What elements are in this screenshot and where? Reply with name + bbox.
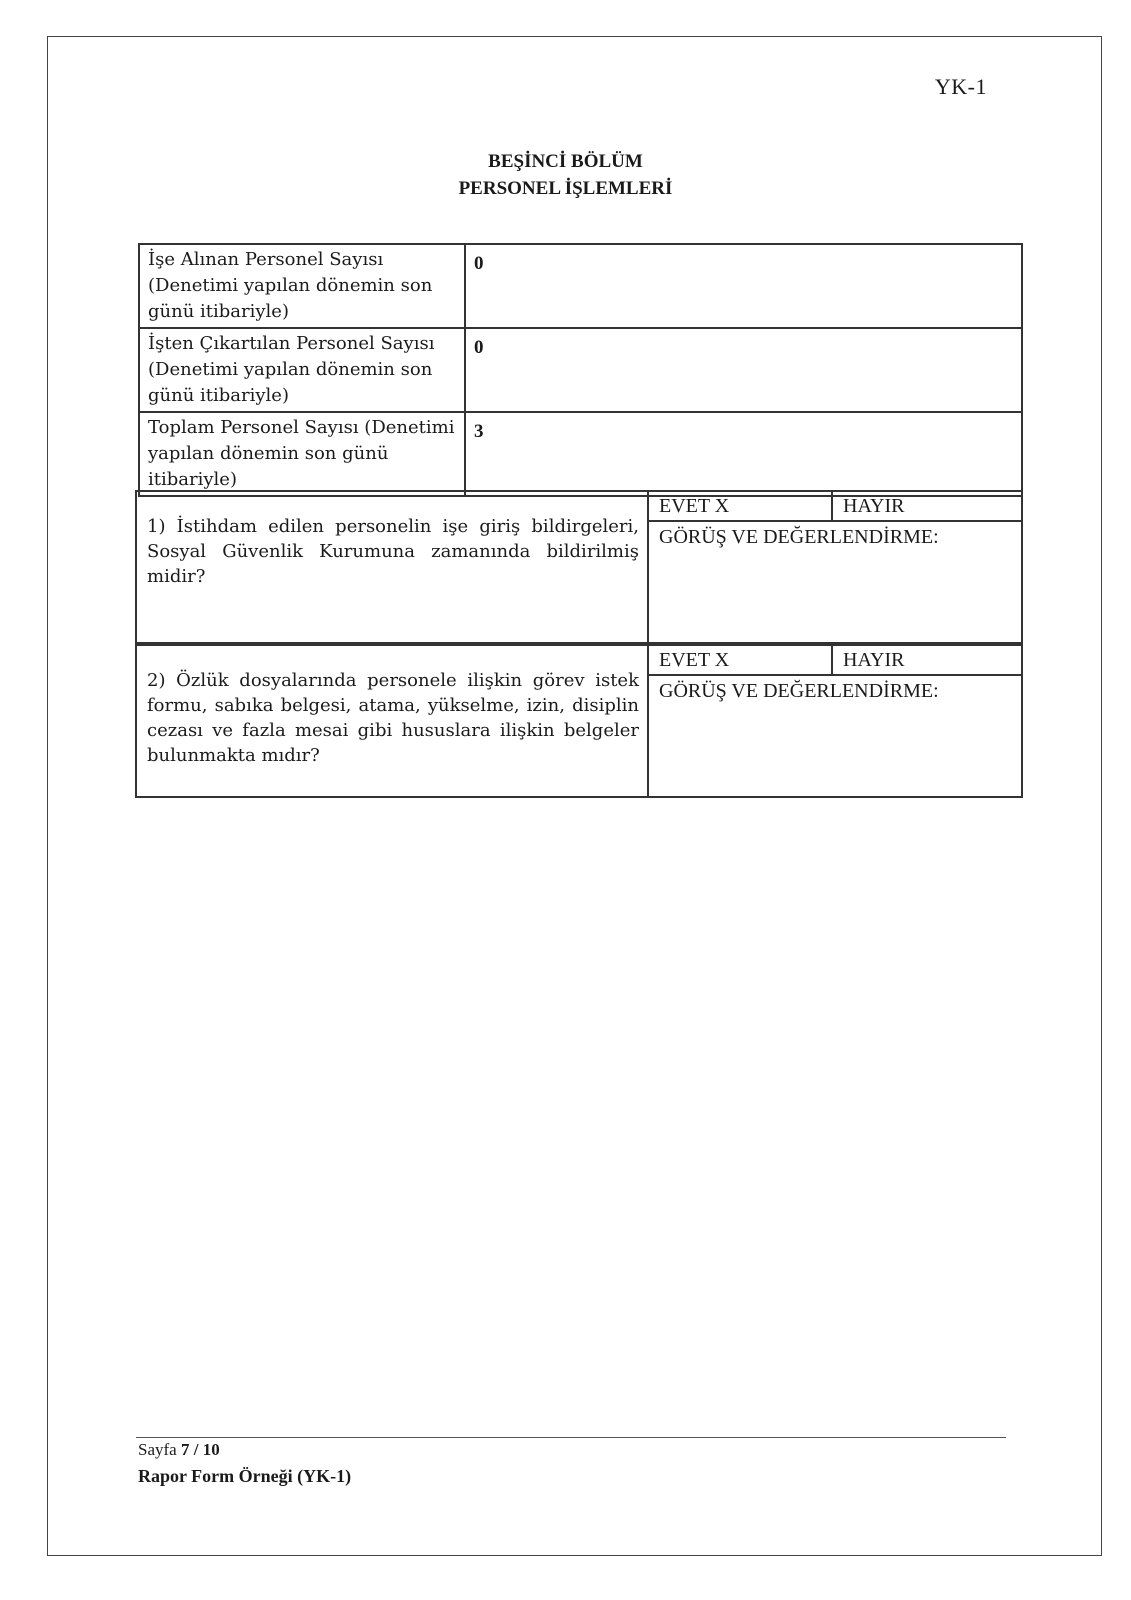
comment-label-2: GÖRÜŞ VE DEĞERLENDİRME: [659, 680, 939, 702]
count-value-hired: 0 [465, 244, 1022, 328]
section-title-line2: PERSONEL İŞLEMLERİ [458, 178, 673, 199]
section-title-line1: BEŞİNCİ BÖLÜM [488, 151, 643, 172]
footer-page-prefix: Sayfa [138, 1440, 177, 1459]
count-value-total: 3 [465, 412, 1022, 496]
footer-page-indicator [138, 1440, 220, 1460]
answer-options-1 [649, 492, 1021, 522]
count-label-dismissed: İşten Çıkartılan Personel Sayısı (Denetimi yapılan dönemin son günü itibariyle) [139, 328, 465, 412]
answer-yes-1[interactable]: EVET X [649, 492, 833, 520]
count-label-hired: İşe Alınan Personel Sayısı (Denetimi yapılan dönemin son günü itibariyle) [139, 244, 465, 328]
answer-cell-1 [648, 491, 1022, 643]
table-row [136, 491, 1022, 643]
table-row [139, 244, 1022, 328]
footer-divider [136, 1437, 1006, 1438]
personnel-count-table [138, 243, 1023, 497]
answer-cell-2 [648, 645, 1022, 797]
footer-page-number: 7 / 10 [180, 1440, 220, 1459]
footer-form-title: Rapor Form Örneği (YK-1) [138, 1466, 352, 1486]
question-table-2 [135, 644, 1023, 798]
section-title [0, 148, 1131, 202]
question-text-1: 1) İstihdam edilen personelin işe giriş bildirgeleri, Sosyal Güvenlik Kurumuna zamanında bildirilmiş midir? [136, 491, 648, 643]
answer-no-2[interactable]: HAYIR [843, 649, 905, 671]
count-value-dismissed: 0 [465, 328, 1022, 412]
answer-yes-2[interactable]: EVET X [649, 646, 833, 674]
question-text-2: 2) Özlük dosyalarında personele ilişkin görev istek formu, sabıka belgesi, atama, yükselme, izin, disiplin cezası ve fazla mesai gibi hususlara ilişkin belgeler bulunmakta mıdır? [136, 645, 648, 797]
form-code: YK-1 [934, 74, 987, 99]
table-row [136, 645, 1022, 797]
table-row [139, 412, 1022, 496]
answer-options-2 [649, 646, 1021, 676]
table-row [139, 328, 1022, 412]
comment-label-1: GÖRÜŞ VE DEĞERLENDİRME: [659, 526, 939, 548]
answer-no-1[interactable]: HAYIR [843, 495, 905, 517]
question-table-1 [135, 490, 1023, 644]
count-label-total: Toplam Personel Sayısı (Denetimi yapılan dönemin son günü itibariyle) [139, 412, 465, 496]
